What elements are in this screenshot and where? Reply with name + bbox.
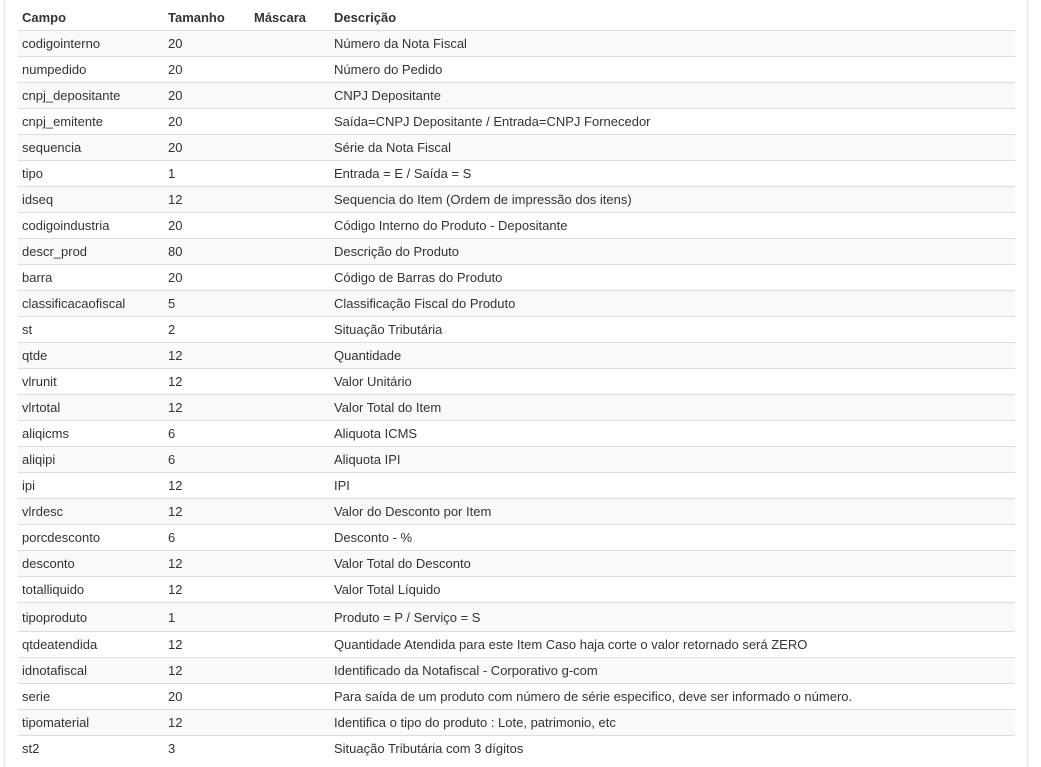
table-row [18,577,1015,603]
cell-mascara [250,447,330,473]
cell-descricao: Número do Pedido [330,57,1015,83]
cell-campo: idnotafiscal [18,658,164,684]
cell-tamanho: 12 [164,499,250,525]
cell-mascara [250,83,330,109]
cell-campo: desconto [18,551,164,577]
cell-mascara [250,736,330,762]
cell-campo: classificacaofiscal [18,291,164,317]
table-row [18,551,1015,577]
cell-tamanho: 20 [164,684,250,710]
table-row [18,603,1015,632]
cell-tamanho: 12 [164,473,250,499]
cell-mascara [250,265,330,291]
cell-tamanho: 6 [164,447,250,473]
cell-mascara [250,317,330,343]
table-row [18,369,1015,395]
cell-tamanho: 20 [164,109,250,135]
table-header [18,4,1015,31]
cell-tamanho: 2 [164,317,250,343]
cell-descricao: Para saída de um produto com número de série especifico, deve ser informado o número. [330,684,1015,710]
cell-descricao: Classificação Fiscal do Produto [330,291,1015,317]
cell-mascara [250,31,330,57]
cell-mascara [250,135,330,161]
table-row [18,684,1015,710]
cell-tamanho: 20 [164,57,250,83]
table-row [18,83,1015,109]
cell-tamanho: 12 [164,395,250,421]
cell-mascara [250,161,330,187]
header-campo: Campo [18,4,164,31]
cell-tamanho: 12 [164,632,250,658]
cell-campo: tipoproduto [18,603,164,632]
cell-descricao: Situação Tributária com 3 dígitos [330,736,1015,762]
cell-mascara [250,57,330,83]
cell-descricao: Valor do Desconto por Item [330,499,1015,525]
cell-mascara [250,710,330,736]
cell-descricao: Desconto - % [330,525,1015,551]
table-row [18,187,1015,213]
cell-tamanho: 1 [164,603,250,632]
cell-mascara [250,684,330,710]
cell-tamanho: 3 [164,736,250,762]
cell-tamanho: 5 [164,291,250,317]
table-row [18,265,1015,291]
cell-tamanho: 80 [164,239,250,265]
cell-tamanho: 12 [164,658,250,684]
cell-mascara [250,658,330,684]
cell-descricao: Quantidade Atendida para este Item Caso haja corte o valor retornado será ZERO [330,632,1015,658]
cell-mascara [250,343,330,369]
cell-campo: vlrunit [18,369,164,395]
cell-campo: sequencia [18,135,164,161]
table-row [18,135,1015,161]
table-row [18,447,1015,473]
cell-campo: totalliquido [18,577,164,603]
cell-descricao: Código Interno do Produto - Depositante [330,213,1015,239]
cell-mascara [250,525,330,551]
table-row [18,343,1015,369]
table-row [18,317,1015,343]
fields-table [18,4,1015,761]
cell-descricao: Descrição do Produto [330,239,1015,265]
table-body [18,31,1015,762]
cell-mascara [250,187,330,213]
cell-campo: porcdesconto [18,525,164,551]
cell-descricao: Produto = P / Serviço = S [330,603,1015,632]
cell-campo: serie [18,684,164,710]
cell-campo: tipomaterial [18,710,164,736]
header-tamanho: Tamanho [164,4,250,31]
cell-descricao: Aliquota IPI [330,447,1015,473]
cell-campo: ipi [18,473,164,499]
cell-campo: numpedido [18,57,164,83]
table-row [18,395,1015,421]
cell-descricao: Quantidade [330,343,1015,369]
cell-tamanho: 20 [164,31,250,57]
cell-mascara [250,109,330,135]
cell-tamanho: 20 [164,265,250,291]
cell-tamanho: 12 [164,369,250,395]
cell-mascara [250,239,330,265]
cell-descricao: CNPJ Depositante [330,83,1015,109]
table-row [18,736,1015,762]
cell-campo: aliqipi [18,447,164,473]
cell-campo: qtdeatendida [18,632,164,658]
cell-descricao: Identifica o tipo do produto : Lote, patrimonio, etc [330,710,1015,736]
cell-mascara [250,603,330,632]
cell-descricao: IPI [330,473,1015,499]
cell-descricao: Valor Total Líquido [330,577,1015,603]
table-row [18,632,1015,658]
table-row [18,499,1015,525]
cell-campo: vlrtotal [18,395,164,421]
cell-mascara [250,369,330,395]
cell-mascara [250,499,330,525]
cell-campo: tipo [18,161,164,187]
cell-tamanho: 20 [164,135,250,161]
cell-tamanho: 6 [164,421,250,447]
cell-campo: cnpj_depositante [18,83,164,109]
cell-tamanho: 1 [164,161,250,187]
table-row [18,109,1015,135]
cell-tamanho: 12 [164,343,250,369]
cell-mascara [250,213,330,239]
cell-tamanho: 20 [164,213,250,239]
cell-descricao: Identificado da Notafiscal - Corporativo g-com [330,658,1015,684]
cell-mascara [250,421,330,447]
cell-campo: qtde [18,343,164,369]
cell-descricao: Código de Barras do Produto [330,265,1015,291]
table-row [18,161,1015,187]
table-row [18,213,1015,239]
cell-campo: barra [18,265,164,291]
cell-campo: idseq [18,187,164,213]
table-row [18,658,1015,684]
cell-tamanho: 6 [164,525,250,551]
cell-descricao: Sequencia do Item (Ordem de impressão dos itens) [330,187,1015,213]
cell-descricao: Valor Total do Desconto [330,551,1015,577]
cell-descricao: Saída=CNPJ Depositante / Entrada=CNPJ Fornecedor [330,109,1015,135]
cell-descricao: Série da Nota Fiscal [330,135,1015,161]
cell-campo: descr_prod [18,239,164,265]
table-row [18,57,1015,83]
table-row [18,421,1015,447]
cell-tamanho: 12 [164,710,250,736]
cell-tamanho: 12 [164,187,250,213]
cell-tamanho: 20 [164,83,250,109]
content-panel [4,0,1028,767]
table-row [18,525,1015,551]
cell-campo: cnpj_emitente [18,109,164,135]
cell-mascara [250,577,330,603]
cell-tamanho: 12 [164,577,250,603]
cell-descricao: Situação Tributária [330,317,1015,343]
cell-campo: vlrdesc [18,499,164,525]
header-descricao: Descrição [330,4,1015,31]
cell-campo: aliqicms [18,421,164,447]
cell-mascara [250,291,330,317]
cell-campo: codigointerno [18,31,164,57]
cell-descricao: Aliquota ICMS [330,421,1015,447]
cell-descricao: Valor Total do Item [330,395,1015,421]
cell-descricao: Valor Unitário [330,369,1015,395]
cell-mascara [250,473,330,499]
header-row [18,4,1015,31]
table-row [18,239,1015,265]
cell-mascara [250,395,330,421]
table-row [18,31,1015,57]
cell-tamanho: 12 [164,551,250,577]
cell-campo: st2 [18,736,164,762]
cell-descricao: Entrada = E / Saída = S [330,161,1015,187]
table-row [18,473,1015,499]
table-row [18,710,1015,736]
table-row [18,291,1015,317]
cell-mascara [250,551,330,577]
cell-campo: codigoindustria [18,213,164,239]
cell-campo: st [18,317,164,343]
cell-descricao: Número da Nota Fiscal [330,31,1015,57]
header-mascara: Máscara [250,4,330,31]
cell-mascara [250,632,330,658]
